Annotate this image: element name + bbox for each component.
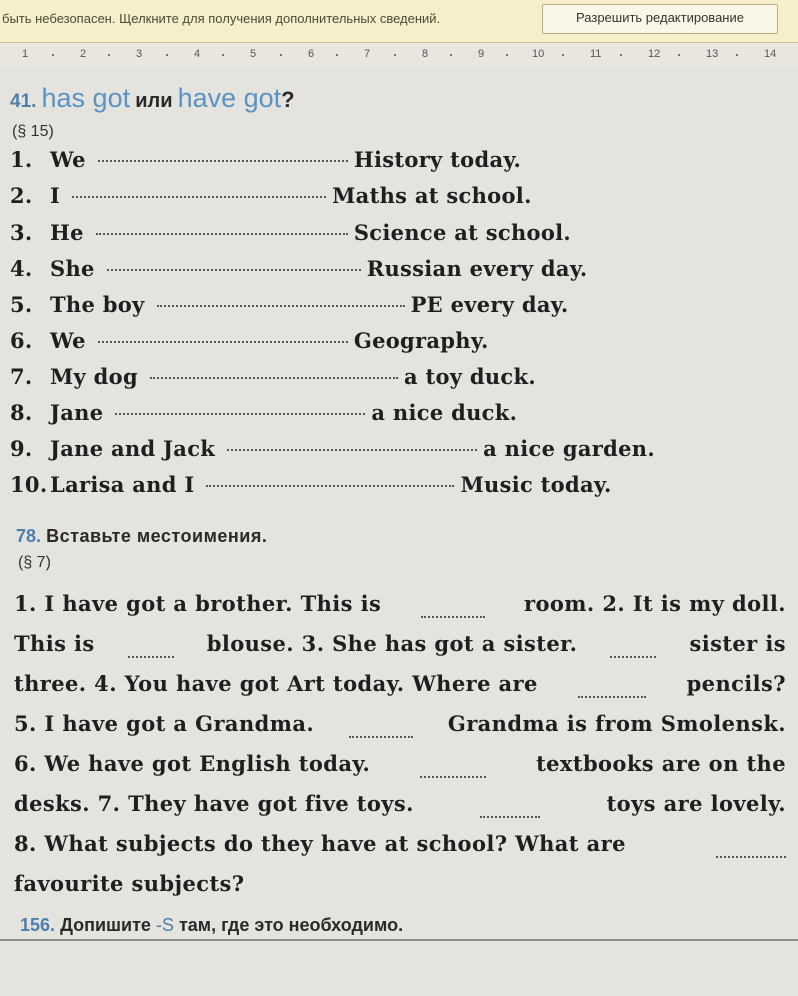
exercise-item [10,147,521,177]
text-segment: 1. I have got a brother. This is [14,591,382,616]
text-segment: room. 2. It is my doll. [524,591,786,616]
exercise-item [10,220,571,250]
text-line [14,824,786,864]
exercise-item [10,256,588,286]
option-has-got: has got [41,83,131,113]
item-subject: My dog [50,364,138,389]
item-number: 1. [10,147,33,172]
item-rest: PE every day. [410,292,569,317]
item-rest: Science at school. [353,220,572,245]
answer-blank[interactable] [157,305,405,307]
item-subject: He [50,220,84,245]
item-subject: Larisa and I [50,472,195,497]
item-number: 2. [10,183,33,208]
text-segment: desks. 7. They have got five toys. [14,791,414,816]
ruler-mark: 6 [308,48,315,60]
ruler-mark: 13 [706,48,719,60]
ruler-mark: 5 [250,48,257,60]
item-subject: She [50,256,95,281]
exercise-title: Вставьте местоимения. [46,526,268,546]
item-subject: I [50,183,61,208]
protected-view-message[interactable]: быть небезопасен. Щелкните для получения дополнительных сведений. [2,11,441,26]
exercise-78-text [14,584,786,904]
answer-blank[interactable] [115,413,365,415]
exercise-item [10,183,532,213]
text-line [14,704,786,744]
answer-blank[interactable] [421,578,485,618]
ruler-mark: 7 [364,48,371,60]
answer-blank[interactable] [206,485,454,487]
ruler-mark: 9 [478,48,485,60]
text-segment: blouse. 3. She has got a sister. [206,631,578,656]
answer-blank[interactable] [128,618,174,658]
conjunction: или [135,90,173,112]
item-number: 8. [10,400,33,425]
ruler-mark: 2 [80,48,87,60]
item-number: 7. [10,364,33,389]
text-segment: sister is [689,631,786,656]
suffix-s: -S [155,915,174,935]
exercise-item [10,328,489,358]
ruler-mark: 1 [22,48,29,60]
ruler-mark: 3 [136,48,143,60]
exercise-item [10,472,612,502]
text-segment: 6. We have got English today. [14,751,371,776]
answer-blank[interactable] [610,618,656,658]
item-number: 9. [10,436,33,461]
item-rest: a nice garden. [483,436,655,461]
item-rest: History today. [353,147,522,172]
text-segment: 8. What subjects do they have at school? What are [14,831,626,856]
item-subject: Jane and Jack [50,436,216,461]
exercise-number: 156. [20,915,56,935]
item-subject: We [50,147,86,172]
text-segment: This is [14,631,95,656]
horizontal-ruler[interactable] [0,43,798,68]
answer-blank[interactable] [98,341,348,343]
ruler-mark: 10 [532,48,545,60]
item-rest: Geography. [353,328,489,353]
ruler-mark: 8 [422,48,429,60]
answer-blank[interactable] [420,738,486,778]
text-segment: pencils? [686,671,786,696]
item-rest: Music today. [460,472,612,497]
exercise-item [10,364,536,394]
divider [0,939,798,941]
enable-editing-button[interactable]: Разрешить редактирование [542,4,778,34]
exercise-item [10,292,568,322]
answer-blank[interactable] [716,818,786,858]
document-page[interactable] [0,67,798,996]
ruler-mark: 11 [590,48,602,60]
exercise-41-heading [10,83,295,114]
exercise-item [10,400,517,430]
item-rest: a toy duck. [403,364,536,389]
answer-blank[interactable] [98,160,348,162]
answer-blank[interactable] [349,698,413,738]
text-segment: toys are lovely. [606,791,786,816]
section-reference: (§ 15) [12,123,54,140]
question-mark: ? [281,87,295,112]
item-subject: The boy [50,292,145,317]
text-line [14,744,786,784]
item-rest: Maths at school. [332,183,532,208]
exercise-78-heading [16,526,267,547]
answer-blank[interactable] [107,269,361,271]
protected-view-bar [0,0,798,43]
item-number: 3. [10,220,33,245]
text-line [14,784,786,824]
answer-blank[interactable] [227,449,477,451]
text-line [14,624,786,664]
item-number: 10. [10,472,48,497]
item-number: 5. [10,292,33,317]
option-have-got: have got [177,83,282,113]
item-subject: We [50,328,86,353]
item-rest: Russian every day. [366,256,588,281]
text-segment: favourite subjects? [14,871,245,896]
text-segment: 5. I have got a Grandma. [14,711,315,736]
text-segment: textbooks are on the [536,751,786,776]
answer-blank[interactable] [96,233,348,235]
item-rest: a nice duck. [371,400,518,425]
exercise-title: Допишите [60,915,151,935]
ruler-mark: 12 [648,48,661,60]
item-subject: Jane [50,400,104,425]
answer-blank[interactable] [72,196,326,198]
ruler-mark: 4 [194,48,201,60]
text-segment: three. 4. You have got Art today. Where are [14,671,538,696]
exercise-item [10,436,655,466]
section-reference: (§ 7) [18,554,51,571]
exercise-number: 78. [16,526,42,546]
item-number: 4. [10,256,33,281]
exercise-156-heading [20,915,403,936]
answer-blank[interactable] [480,778,540,818]
item-number: 6. [10,328,33,353]
exercise-title-rest: там, где это необходимо. [178,915,404,935]
answer-blank[interactable] [150,377,398,379]
text-line [14,864,786,904]
answer-blank[interactable] [578,658,646,698]
ruler-mark: 14 [764,48,777,60]
exercise-number: 41. [10,91,37,112]
text-segment: Grandma is from Smolensk. [447,711,786,736]
